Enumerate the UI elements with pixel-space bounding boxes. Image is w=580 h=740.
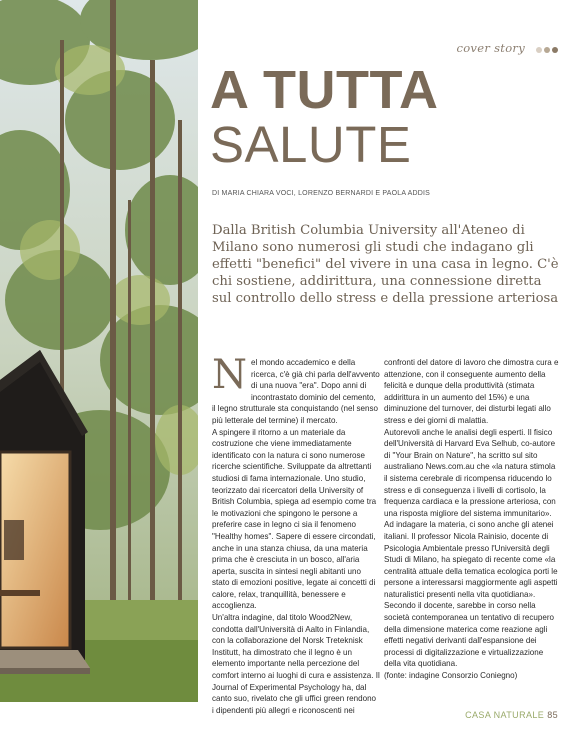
paragraph: Autorevoli anche le analisi degli esperti. Il fisico dell'Università di Harvard Eva Selhub, co-autore di "Your Brain on Nature", ha scritto sul sito australiano News.com.au che «la natura stimola il sistema cerebrale di ricompensa riducendo lo stress e di conseguenza i livelli di cortisolo, la frequenza cardiaca e la pressione arteriosa, con una risposta migliore del sistema immunitario». bbox=[384, 427, 556, 518]
headline-line-2: SALUTE bbox=[210, 116, 412, 173]
paragraph: A spingere il ritorno a un materiale da costruzione che viene immediatamente identificato con la natura ci sono numerose ricerche scientifiche. Sviluppate da altrettanti studiosi di fama internazionale. Uno studio, teorizzato dai ricercatori della University of British Columbia, spiega ad esempio come tra le motivazioni che spingono le persone a preferire case in legno ci sia il fenomeno "Healthy homes". Sapere di essere circondati, anche in una stanza chiusa, da una materia prima che è cresciuta in un bosco, all'aria aperta, suscita in sintesi negli abitanti uno stato di emozioni positive, legate ai concetti di calore, relax, tranquillità, benessere e accoglienza. bbox=[212, 427, 377, 611]
body-column-1 bbox=[212, 352, 380, 716]
paragraph: confronti del datore di lavoro che dimostra cura e attenzione, con il conseguente aumento della felicità e dunque della produttività (stimata addirittura in un aumento del 15%) e una diminuzione del turnover, dei disturbi legati allo stress e dei giorni di malattia. bbox=[384, 358, 559, 425]
paragraph-text: el mondo accademico e della ricerca, c'è già chi parla dell'avvento di una nuova "era". Dopo anni di incontrastato dominio del cemento, il legno strutturale sta conquistando (nel senso più letterale del termine) il mercato. bbox=[212, 358, 380, 425]
dot-icon bbox=[552, 47, 558, 53]
forest-cabin-illustration bbox=[0, 0, 198, 702]
page-footer bbox=[465, 710, 558, 720]
drop-cap: N bbox=[212, 352, 247, 398]
dot-icon bbox=[544, 47, 550, 53]
byline: DI MARIA CHIARA VOCI, LORENZO BERNARDI E PAOLA ADDIS bbox=[212, 190, 430, 197]
page-number: 85 bbox=[547, 710, 558, 720]
section-label bbox=[456, 41, 558, 56]
lede-paragraph: Dalla British Columbia University all'Ateneo di Milano sono numerosi gli studi che indagano gli effetti "benefici" del vivere in una casa in legno. C'è chi sostiene, addirittura, una connessione diretta sul controllo dello stress e della pressione arteriosa bbox=[212, 223, 559, 306]
paragraph: Ad indagare la materia, ci sono anche gli atenei italiani. Il professor Nicola Rainisio, docente di Psicologia Ambientale presso l'Università degli Studi di Milano, ha spiegato di recente come «la centralità attuale della tematica ecologica porti le persone a interessarsi maggiormente agli aspetti naturalistici presenti nella vita quotidiana». Secondo il docente, sarebbe in corso nella società contemporanea un tentativo di recupero della dimensione materica come reazione agli effetti negativi derivanti dall'espansione dei processi di digitalizzazione e virtualizzazione della vita quotidiana. bbox=[384, 520, 558, 669]
cover-photo bbox=[0, 0, 198, 702]
paragraph bbox=[212, 352, 380, 427]
dot-icon bbox=[536, 47, 542, 53]
source-note: (fonte: indagine Consorzio Coniegno) bbox=[384, 671, 518, 681]
magazine-name: CASA NATURALE bbox=[465, 710, 545, 720]
body-column-2 bbox=[384, 357, 560, 682]
paragraph: Un'altra indagine, dal titolo Wood2New, condotta dall'Università di Aalto in Finlandia, con la collaborazione del Norsk Treteknisk Institutt, ha dimostrato che il legno è un elemento importante nella percezione del comfort interno ai luoghi di cura e assistenza. Il Journal of Experimental Psychology ha, dal canto suo, rivelato che gli uffici green rendono i dipendenti più allegri e riconoscenti nei bbox=[212, 613, 380, 715]
decorative-dots bbox=[534, 42, 558, 56]
headline-line-1: A TUTTA bbox=[210, 60, 439, 120]
section-label-text: cover story bbox=[456, 41, 526, 55]
